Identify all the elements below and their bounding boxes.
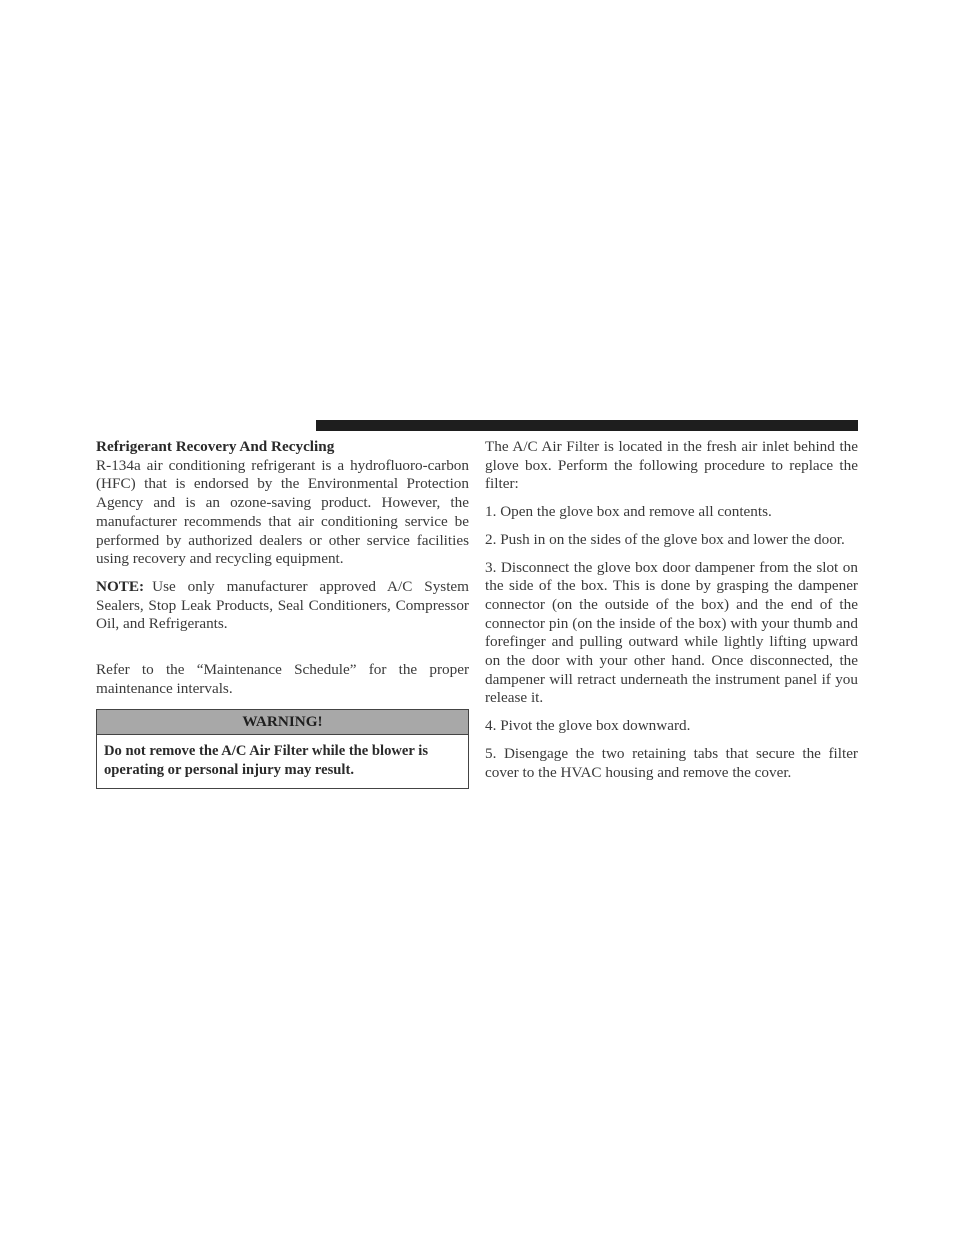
note-paragraph <box>96 578 469 634</box>
step-5: 5. Disengage the two retaining tabs that secure the filter cover to the HVAC housing and remove the cover. <box>485 744 858 781</box>
note-text: Use only manufacturer approved A/C System Sealers, Stop Leak Products, Seal Conditioners, Compressor Oil, and Refrigerants. <box>96 577 469 633</box>
note-label: NOTE: <box>96 577 145 595</box>
step-4: 4. Pivot the glove box downward. <box>485 717 691 735</box>
filter-intro-paragraph: The A/C Air Filter is located in the fresh air inlet behind the glove box. Perform the following procedure to replace the filter: <box>485 438 858 493</box>
warning-box <box>96 709 469 789</box>
warning-text: Do not remove the A/C Air Filter while the blower is operating or personal injury may result. <box>104 743 428 779</box>
step-2: 2. Push in on the sides of the glove box and lower the door. <box>485 530 845 548</box>
left-column <box>96 438 469 789</box>
section-header-bar <box>316 420 858 431</box>
right-column <box>485 438 858 782</box>
section-heading: Refrigerant Recovery And Recycling <box>96 438 335 455</box>
step-1: 1. Open the glove box and remove all contents. <box>485 503 772 521</box>
maintenance-paragraph: Refer to the “Maintenance Schedule” for the proper maintenance intervals. <box>96 661 469 697</box>
warning-title: WARNING! <box>97 710 468 735</box>
refrigerant-paragraph: R-134a air conditioning refrigerant is a hydrofluoro-carbon (HFC) that is endorsed by the Environmental Protection Agency and is an ozone-saving product. However, the manufacturer recommends that air conditioning service be performed by authorized dealers or other service facilities using recovery and recycling equipment. <box>96 456 469 568</box>
step-3: 3. Disconnect the glove box door dampener from the slot on the side of the box. This is done by grasping the dampener connector (on the outside of the box) and the end of the connector pin (on the inside of the box) with your thumb and forefinger and pulling outward while lightly lifting upward on the door with your other hand. Once disconnected, the dampener will retract underneath the instrument panel if you release it. <box>485 558 858 707</box>
